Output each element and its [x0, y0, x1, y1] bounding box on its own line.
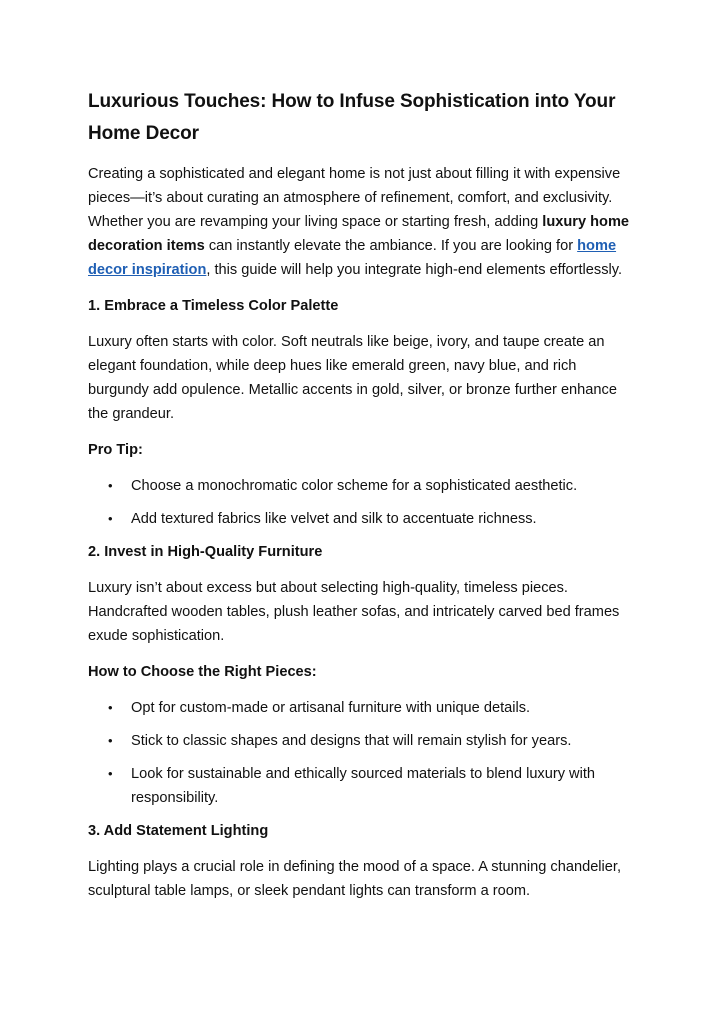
intro-text-2: can instantly elevate the ambiance. If you are looking for: [204, 238, 578, 254]
bullet-icon: •: [108, 511, 113, 526]
section2-heading: 2. Invest in High-Quality Furniture: [88, 544, 323, 560]
section3-heading: 3. Add Statement Lighting: [88, 823, 269, 839]
list-item: [88, 696, 636, 720]
document-title: Luxurious Touches: How to Infuse Sophistication into Your Home Decor: [88, 91, 616, 144]
section3-body: Lighting plays a crucial role in defining the mood of a space. A stunning chandelier, sculptural table lamps, or sleek pendant lights can transform a room.: [88, 859, 622, 899]
section1-subheading: Pro Tip:: [88, 442, 143, 458]
list-item: [88, 474, 636, 498]
intro-text-3: , this guide will help you integrate high-end elements effortlessly.: [206, 262, 623, 278]
intro-text-1: Creating a sophisticated and elegant home is not just about filling it with expensive pieces—it’s about curating an atmosphere of refinement, comfort, and exclusivity. Whether you are revamping your living space or starting fresh, adding: [88, 166, 621, 230]
intro-bold-phrase: luxury home decoration items: [88, 214, 630, 254]
bullet-icon: •: [108, 766, 113, 781]
bullet-icon: •: [108, 733, 113, 748]
list-item-text: Look for sustainable and ethically sourced materials to blend luxury with responsibility.: [131, 766, 596, 806]
bullet-icon: •: [108, 478, 113, 493]
list-item-text: Opt for custom-made or artisanal furniture with unique details.: [131, 700, 531, 716]
list-item-text: Choose a monochromatic color scheme for a sophisticated aesthetic.: [131, 478, 578, 494]
document-page: [88, 86, 636, 915]
section2-body: Luxury isn’t about excess but about selecting high-quality, timeless pieces. Handcrafted wooden tables, plush leather sofas, and intricately carved bed frames exude sophistication.: [88, 580, 620, 644]
list-item: [88, 507, 636, 531]
section1-body: Luxury often starts with color. Soft neutrals like beige, ivory, and taupe create an elegant foundation, while deep hues like emerald green, navy blue, and rich burgundy add opulence. Metallic accents in gold, silver, or bronze further enhance the grandeur.: [88, 334, 617, 422]
section1-list: [88, 474, 636, 531]
list-item: [88, 762, 636, 810]
list-item-text: Add textured fabrics like velvet and silk to accentuate richness.: [131, 511, 537, 527]
list-item: [88, 729, 636, 753]
section2-list: [88, 696, 636, 810]
bullet-icon: •: [108, 700, 113, 715]
list-item-text: Stick to classic shapes and designs that will remain stylish for years.: [131, 733, 572, 749]
intro-paragraph: [88, 162, 636, 282]
section1-heading: 1. Embrace a Timeless Color Palette: [88, 298, 339, 314]
section2-subheading: How to Choose the Right Pieces:: [88, 664, 317, 680]
home-decor-inspiration-link[interactable]: home decor inspiration: [88, 238, 617, 278]
